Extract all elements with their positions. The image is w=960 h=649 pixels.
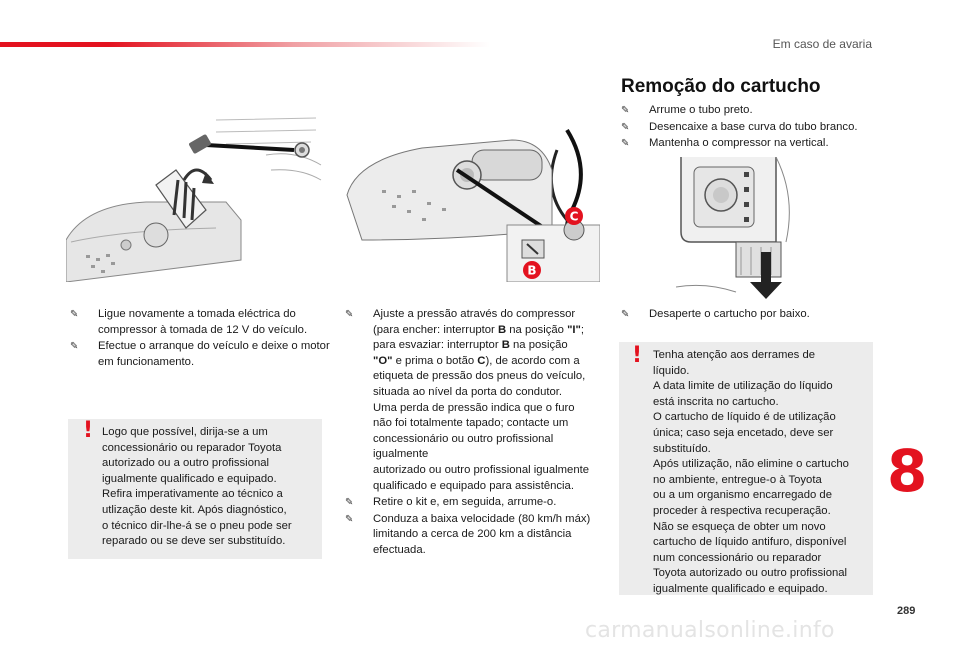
list-item: ✎ Desaperte o cartucho por baixo. (621, 307, 881, 323)
warning-exclamation-icon: ! (632, 343, 643, 368)
list-item: ✎ Mantenha o compressor na vertical. (621, 136, 881, 152)
list-item: ✎ Retire o kit e, em seguida, arrume-o. (345, 495, 605, 511)
chapter-number: 8 (887, 437, 928, 505)
bullet-icon: ✎ (621, 121, 630, 133)
bullet-icon: ✎ (345, 497, 354, 509)
header-accent-bar (0, 42, 490, 47)
bullet-icon: ✎ (70, 309, 79, 320)
bullet-icon: ✎ (70, 341, 79, 353)
list-item: ✎ Desencaixe a base curva do tubo branco. (621, 120, 881, 136)
illustration-compressor-controls (342, 110, 600, 282)
section-heading: Remoção do cartucho (621, 76, 821, 97)
list-item: ✎ Efectue o arranque do veículo e deixe o motor em funcionamento. (70, 340, 330, 368)
column2-instructions (345, 307, 605, 560)
list-item: ✎ Ligue novamente a tomada eléctrica do compressor à tomada de 12 V do veículo. (70, 308, 308, 336)
warning-box-cartridge: ! Tenha atenção aos derrames de líquido. A data limite de utilização do líquido está inscrita no cartucho. O cartucho de líquido é de utilização única; caso seja encetado, deve ser substituído. Após utilização, não elimine o cartucho no ambiente, entregue-o à Toyota ou a um organismo encarregado de proceder à respectiva recuperação. Não se esqueça de obter um novo cartucho de líquido antifuro, disponível num concessionário ou reparador Toyota autorizado ou outro profissional igualmente qualificado e equipado. (619, 342, 873, 595)
section-title: Em caso de avaria (772, 37, 872, 51)
illustration-cartridge (676, 157, 801, 302)
bullet-icon: ✎ (621, 138, 630, 150)
warning-exclamation-icon: ! (83, 418, 94, 443)
illustration-socket (66, 110, 324, 282)
label-b: B (527, 263, 537, 278)
page-number: 289 (897, 605, 916, 617)
column1-instructions (70, 307, 330, 371)
label-c: C (569, 209, 579, 224)
list-item: ✎ Arrume o tubo preto. (621, 103, 881, 119)
bullet-icon: ✎ (345, 309, 354, 320)
warning-box-diagnostic: ! Logo que possível, dirija-se a um concessionário ou reparador Toyota autorizado ou a outro profissional igualmente qualificado e equipado. Refira imperativamente ao técnico a utlização deste kit. Após diagnóstico, o técnico dir-lhe-á se o pneu pode ser reparado ou se deve ser substituído. (68, 419, 322, 559)
list-item: ✎ Conduza a baixa velocidade (80 km/h máx) limitando a cerca de 200 km a distância efectuada. (345, 512, 591, 556)
bullet-icon: ✎ (621, 309, 630, 320)
list-item: ✎ Ajuste a pressão através do compressor (para encher: interruptor B na posição "I"; para esvaziar: interruptor B na posição "O" e prima o botão C), de acordo com a etiqueta de pressão dos pneus do veículo, situada ao nível da porta do condutor. Uma perda de pressão indica que o furo não foi totalmente tapado; contacte um concessionário ou outro profissional igualmente autorizado ou outro profissional igualmente qualificado e equipado para assistência. (345, 308, 590, 492)
bullet-icon: ✎ (621, 105, 630, 116)
column3-instructions (621, 103, 881, 153)
column3-instruction-unscrew (621, 307, 881, 324)
watermark: carmanualsonline.info (585, 618, 835, 643)
bullet-icon: ✎ (345, 513, 354, 525)
